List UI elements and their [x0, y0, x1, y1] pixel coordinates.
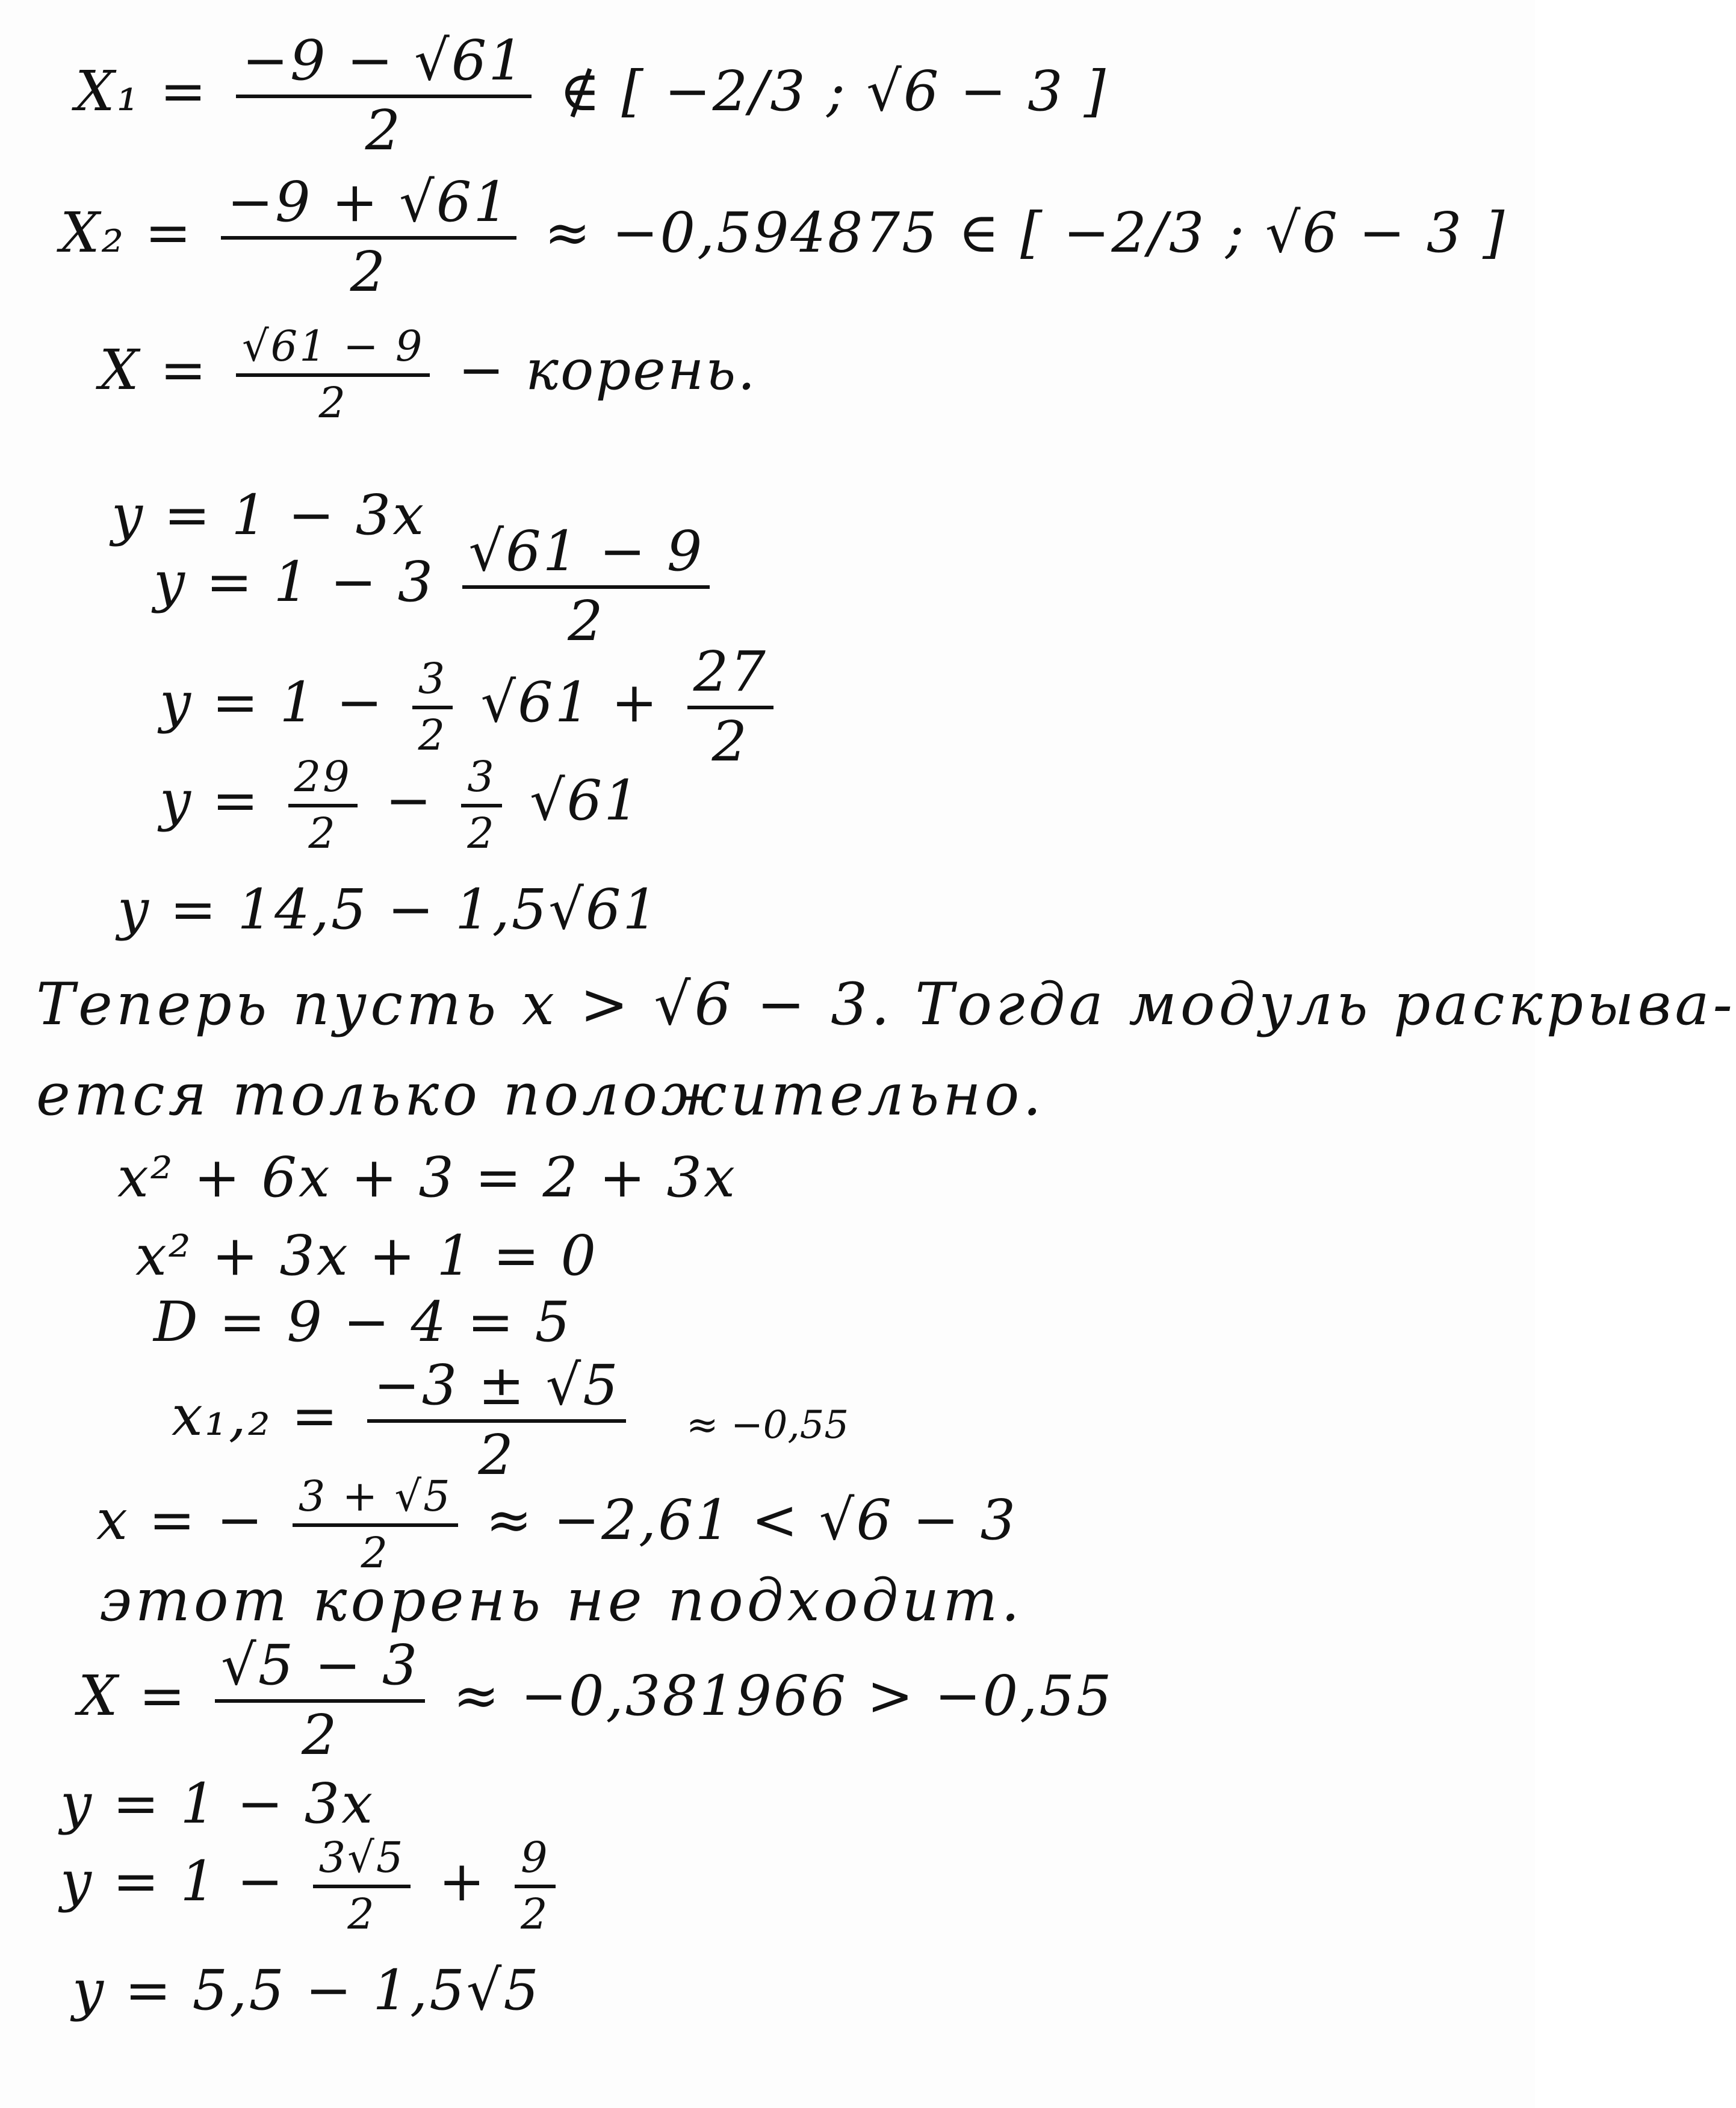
x1-denominator: 2: [365, 98, 403, 163]
line-y1: y = 1 − 3x: [111, 483, 426, 547]
text-line-1: Теперь пусть x > √6 − 3. Тогда модуль раскрыва-: [36, 971, 1736, 1038]
eq5-denominator: 2: [361, 1528, 389, 1578]
y7-mid: +: [438, 1848, 487, 1914]
root1-lhs: X =: [99, 337, 208, 402]
line-y7: [60, 1833, 564, 1939]
y2-fraction: [462, 519, 710, 653]
x1-lhs: X₁ =: [75, 58, 208, 123]
line-eq6: [78, 1633, 1114, 1767]
eq4-lhs: x₁,₂ =: [172, 1383, 340, 1448]
text-line-2: ется только положительно.: [36, 1061, 1045, 1128]
y4-tail: √61: [530, 768, 641, 833]
x2-lhs: X₂ =: [60, 200, 193, 265]
x1-tail: ∉ [ −2/3 ; √6 − 3 ]: [559, 58, 1108, 123]
approx-note: ≈ −0,55: [686, 1403, 849, 1447]
y7-frac1-den: 2: [347, 1889, 376, 1939]
line-y4: [160, 752, 641, 858]
y2-denominator: 2: [568, 589, 605, 653]
line-y3: [160, 639, 782, 774]
eq6-numerator: √5 − 3: [215, 1638, 425, 1703]
x1-numerator: −9 − √61: [236, 33, 532, 98]
eq4-numerator: −3 ± √5: [367, 1358, 625, 1423]
eq4-denominator: 2: [478, 1423, 515, 1487]
y4-lhs: y =: [160, 768, 261, 833]
y3-frac1-num: 3: [412, 658, 453, 709]
line-y5: y = 14,5 − 1,5√61: [117, 877, 660, 942]
x1-fraction: [236, 28, 532, 163]
eq6-denominator: 2: [301, 1703, 339, 1767]
eq4-fraction: [367, 1353, 625, 1487]
eq5-numerator: 3 + √5: [293, 1475, 458, 1527]
y4-frac2-num: 3: [461, 756, 502, 807]
eq6-lhs: X =: [78, 1663, 187, 1728]
line-eq1: x² + 6x + 3 = 2 + 3x: [117, 1145, 737, 1210]
eq6-fraction: [215, 1633, 425, 1767]
y3-frac2-num: 27: [687, 644, 773, 709]
y4-fraction-2: [461, 752, 502, 858]
line-x1: [75, 28, 1108, 163]
line-eq4: [172, 1353, 634, 1487]
y3-frac1-den: 2: [418, 710, 447, 760]
y4-frac1-den: 2: [308, 809, 337, 858]
y3-mid: √61 +: [480, 670, 660, 735]
line-y6: y = 1 − 3x: [60, 1771, 375, 1836]
y2-lhs: y = 1 − 3: [153, 549, 435, 614]
y3-fraction-2: [687, 639, 773, 774]
eq5-fraction: [293, 1472, 458, 1578]
text-line-3: этот корень не подходит.: [99, 1567, 1023, 1634]
y7-frac1-num: 3√5: [313, 1836, 411, 1888]
line-x2: [60, 170, 1507, 304]
y4-frac1-num: 29: [288, 756, 358, 807]
y3-lhs: y = 1 −: [160, 670, 385, 735]
y4-frac2-den: 2: [467, 809, 496, 858]
y7-frac2-den: 2: [520, 1889, 550, 1939]
eq5-lhs: x = −: [96, 1487, 265, 1552]
line-y8: y = 5,5 − 1,5√5: [72, 1958, 541, 2022]
eq6-tail: ≈ −0,381966 > −0,55: [453, 1663, 1114, 1728]
y4-mid: −: [385, 768, 433, 833]
root1-denominator: 2: [318, 378, 348, 428]
line-eq2: x² + 3x + 1 = 0: [135, 1223, 598, 1288]
y4-fraction-1: [288, 752, 358, 858]
y7-frac2-num: 9: [515, 1836, 556, 1888]
y7-lhs: y = 1 −: [60, 1848, 285, 1914]
root1-numerator: √61 − 9: [236, 325, 430, 377]
line-eq5: [96, 1472, 1017, 1578]
eq5-tail: ≈ −2,61 < √6 − 3: [485, 1487, 1017, 1552]
root1-tail: − корень.: [457, 337, 757, 402]
y3-frac2-den: 2: [711, 709, 749, 774]
y2-numerator: √61 − 9: [462, 524, 710, 589]
y7-fraction-1: [313, 1833, 411, 1939]
y7-fraction-2: [515, 1833, 556, 1939]
y3-fraction-1: [412, 654, 453, 760]
x2-numerator: −9 + √61: [221, 175, 516, 240]
line-y2: [153, 519, 718, 653]
line-root1: [99, 322, 757, 428]
line-eq3: D = 9 − 4 = 5: [153, 1290, 572, 1354]
root1-fraction: [236, 322, 430, 428]
x2-denominator: 2: [350, 240, 388, 304]
x2-tail: ≈ −0,594875 ∈ [ −2/3 ; √6 − 3 ]: [544, 200, 1507, 265]
x2-fraction: [221, 170, 516, 304]
